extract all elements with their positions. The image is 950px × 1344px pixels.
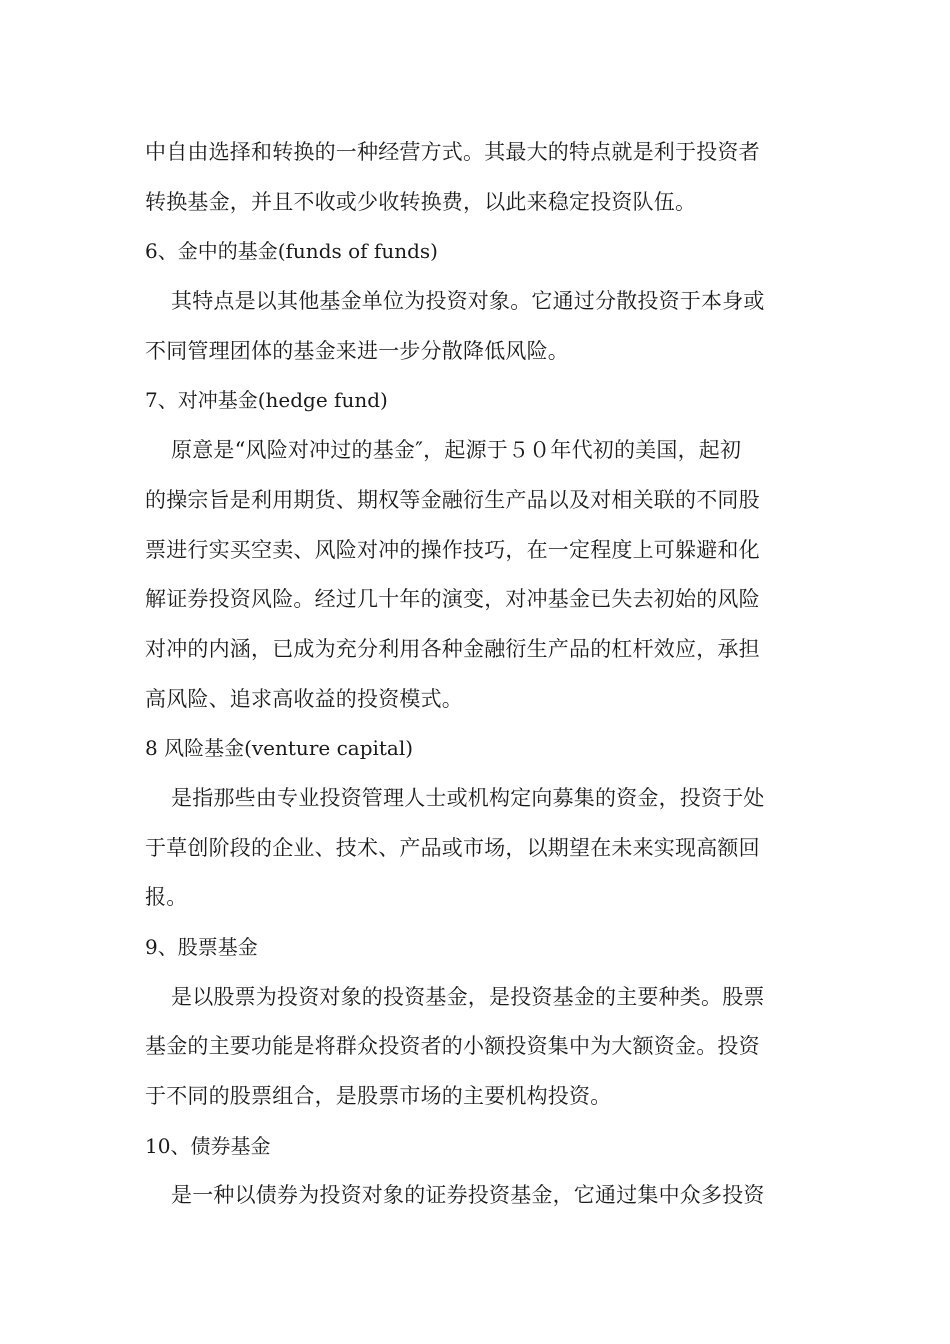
paragraph-line: 转换基金，并且不收或少收转换费，以此来稳定投资队伍。 (145, 189, 697, 214)
paragraph-line: 是一种以债券为投资对象的证券投资基金，它通过集中众多投资 (171, 1183, 765, 1208)
paragraph-line: 解证券投资风险。经过几十年的演变，对冲基金已失去初始的风险 (145, 587, 760, 612)
paragraph-line: 是以股票为投资对象的投资基金，是投资基金的主要种类。股票 (171, 984, 765, 1009)
document-body (145, 128, 810, 1221)
section-heading: 9、股票基金 (145, 935, 258, 959)
paragraph-line: 中自由选择和转换的一种经营方式。其最大的特点就是利于投资者 (145, 140, 760, 164)
section-heading: 6、金中的基金(funds of funds) (145, 239, 438, 264)
paragraph-line: 基金的主要功能是将群众投资者的小额投资集中为大额资金。投资 (145, 1034, 760, 1059)
paragraph-line: 报。 (145, 885, 188, 910)
paragraph-line: 对冲的内涵，已成为充分利用各种金融衍生产品的杠杆效应，承担 (145, 636, 760, 661)
paragraph-line: 其特点是以其他基金单位为投资对象。它通过分散投资于本身或 (171, 289, 765, 314)
paragraph-line: 票进行实买空卖、风险对冲的操作技巧，在一定程度上可躲避和化 (145, 537, 760, 562)
paragraph-line: 于不同的股票组合，是股票市场的主要机构投资。 (145, 1084, 612, 1109)
paragraph-line: 高风险、追求高收益的投资模式。 (145, 686, 463, 711)
paragraph-line: 是指那些由专业投资管理人士或机构定向募集的资金，投资于处 (171, 785, 765, 810)
section-heading: 7、对冲基金(hedge fund) (145, 388, 388, 413)
paragraph-line: 于草创阶段的企业、技术、产品或市场，以期望在未来实现高额回 (145, 835, 760, 860)
section-heading: 10、债券基金 (145, 1133, 271, 1158)
paragraph-line: 不同管理团体的基金来进一步分散降低风险。 (145, 338, 569, 363)
paragraph-line: 原意是“风险对冲过的基金″，起源于５０年代初的美国，起初 (171, 438, 742, 463)
paragraph-line: 的操宗旨是利用期货、期权等金融衍生产品以及对相关联的不同股 (145, 487, 760, 512)
section-heading: 8 风险基金(venture capital) (145, 736, 414, 761)
